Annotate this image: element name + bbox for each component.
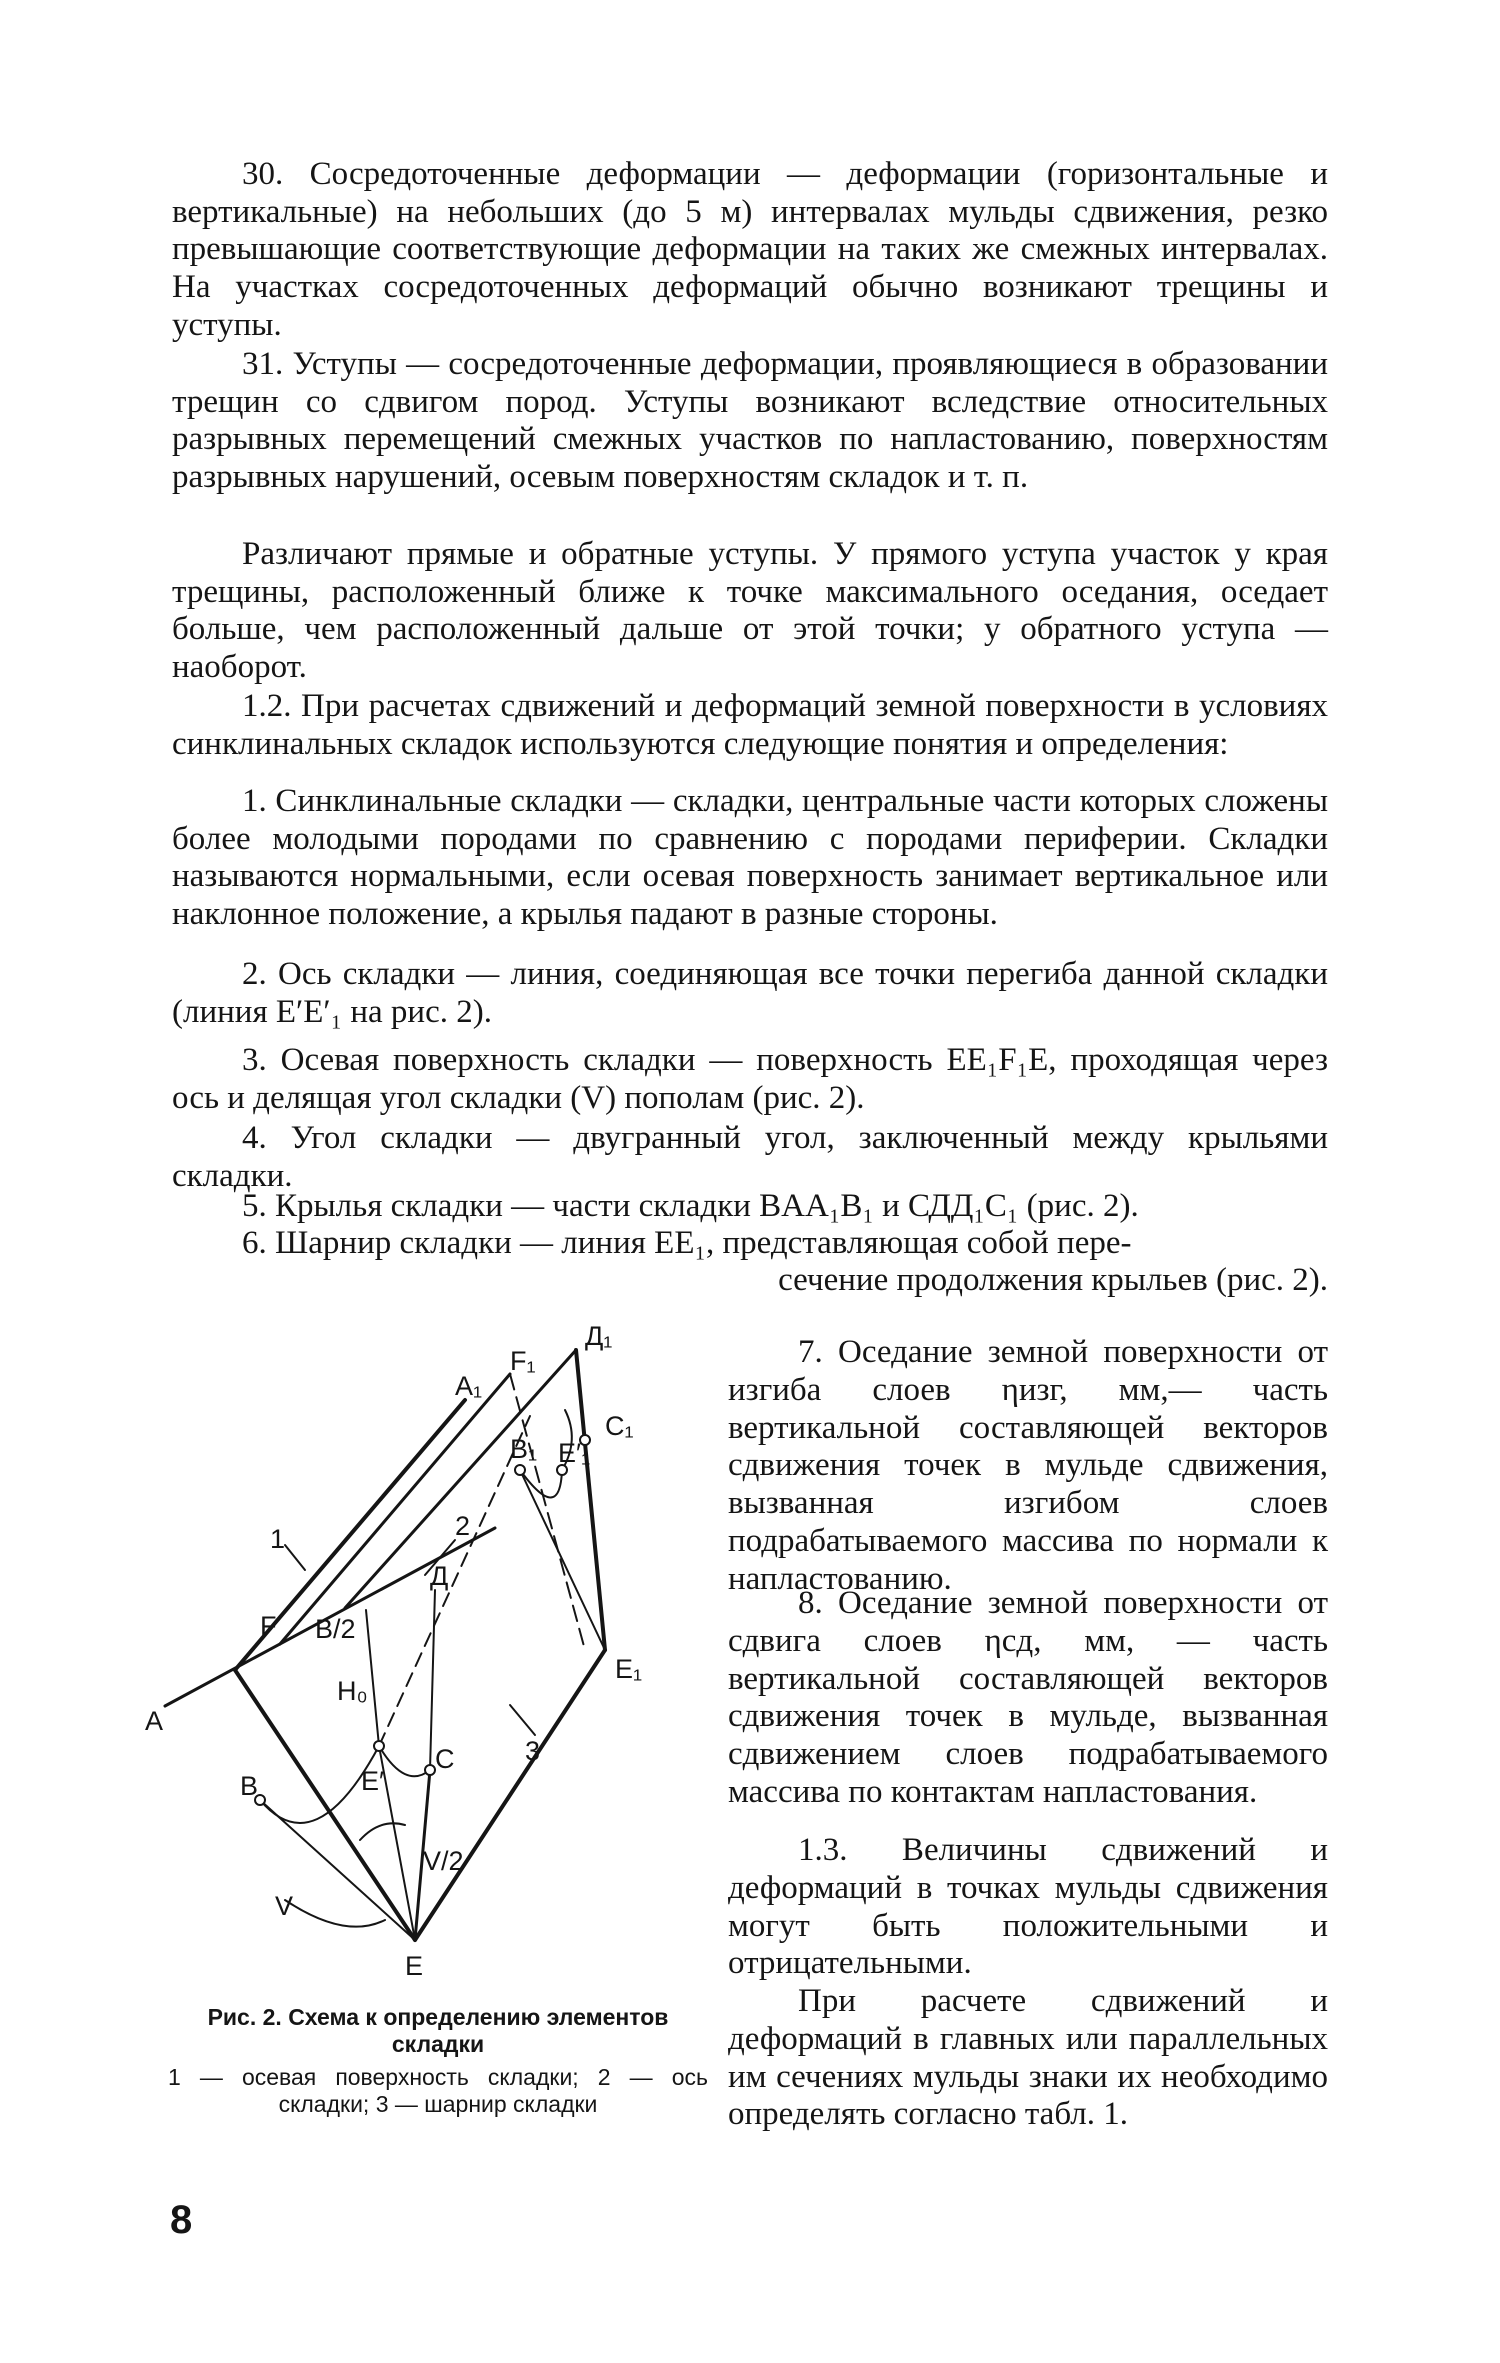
- label-v: V: [275, 1891, 294, 1921]
- label-d1: Д₁: [585, 1321, 613, 1351]
- definition-5: 5. Крылья складки — части складки BAA₁B₁ и СДД₁C₁ (рис. 2).: [242, 1188, 1139, 1224]
- label-ep1: E′₁: [558, 1438, 591, 1468]
- label-v-half: V/2: [423, 1846, 464, 1876]
- label-3: 3: [525, 1736, 541, 1766]
- angle-arc-v: [285, 1900, 385, 1927]
- label-e: E: [405, 1951, 424, 1981]
- paragraph-signs: При расчете сдвижений и деформаций в главных или параллельных им сечениях мульды знаки их необходимо определять согласно табл. 1.: [728, 1983, 1328, 2133]
- curve-bottom: [260, 1746, 430, 1823]
- paragraph-31: 31. Уступы — сосредоточенные деформации, проявляющиеся в образовании трещин со сдвигом пород. Уступы возникают вследствие относительных разрывных перемещений смежных участков по напластованию, поверхностям разрывных нарушений, осевым поверхностям складок и т. п.: [172, 346, 1328, 496]
- leader-3: [510, 1705, 535, 1735]
- line-ep-half: [366, 1610, 379, 1746]
- label-h0: H₀: [337, 1676, 368, 1706]
- label-ep: E′: [361, 1766, 385, 1796]
- line-f1-e1-dashed: [510, 1374, 585, 1650]
- definition-3: 3. Осевая поверхность складки — поверхность EE₁F₁E, проходящая через ось и делящая угол складки (V) пополам (рис. 2).: [172, 1042, 1328, 1116]
- label-2: 2: [455, 1511, 471, 1541]
- definition-6: 6. Шарнир складки — линия EE₁, представляющая собой пере-: [242, 1225, 1132, 1261]
- line-e-e1: [415, 1650, 605, 1940]
- point-ep: [374, 1741, 384, 1751]
- page-number: 8: [170, 2198, 193, 2242]
- line-ep-ep1-dashed: [379, 1416, 530, 1746]
- label-e1: E₁: [615, 1654, 643, 1684]
- paragraph-30: 30. Сосредоточенные деформации — деформации (горизонтальные и вертикальные) на небольших (до 5 м) интервалах мульды сдвижения, резко превышающие соответствующие деформации на таких же смежных интервалах. На участках сосредоточенных деформаций обычно возникают трещины и уступы.: [172, 156, 1328, 343]
- label-1: 1: [270, 1524, 286, 1554]
- label-d: Д: [430, 1561, 449, 1591]
- figure-caption-title: Рис. 2. Схема к определению элементов складки: [207, 2004, 669, 2057]
- label-a1: A₁: [455, 1371, 483, 1401]
- figure-caption-legend: 1 — осевая поверхность складки; 2 — ось складки; 3 — шарнир складки: [168, 2064, 708, 2117]
- point-c: [425, 1765, 435, 1775]
- label-b1: B₁: [510, 1434, 538, 1464]
- definition-6-cont: сечение продолжения крыльев (рис. 2).: [778, 1262, 1328, 1298]
- fold-diagram: [145, 1320, 725, 2000]
- definition-7: 7. Оседание земной поверхности от изгиба слоев ηизг, мм,— часть вертикальной составляющей векторов сдвижения точек в мульде сдвижения, вызванная изгибом слоев подрабатываемого массива по нормали к напластованию.: [728, 1334, 1328, 1597]
- point-b1: [515, 1465, 525, 1475]
- paragraph-1-2: 1.2. При расчетах сдвижений и деформаций земной поверхности в условиях синклинальных складок используются следующие понятия и определения:: [172, 688, 1328, 762]
- paragraph-1-3: 1.3. Величины сдвижений и деформаций в точках мульды сдвижения могут быть положительными и отрицательными.: [728, 1832, 1328, 1982]
- line-c-d: [430, 1590, 435, 1770]
- definition-2: 2. Ось складки — линия, соединяющая все точки перегиба данной складки (линия E′E′₁ на рис. 2).: [172, 956, 1328, 1030]
- label-c1: C₁: [605, 1411, 634, 1441]
- angle-arc-v2: [360, 1823, 405, 1840]
- paragraph-ustupy: Различают прямые и обратные уступы. У прямого уступа участок у края трещины, расположенный ближе к точке максимального оседания, оседает больше, чем расположенный дальше от этой точки; у обратного уступа — наоборот.: [172, 536, 1328, 686]
- definition-8: 8. Оседание земной поверхности от сдвига слоев ηсд, мм, — часть вертикальной составляющей векторов сдвижения точек в мульде, вызванная сдвижением слоев подрабатываемого массива по контактам напластования.: [728, 1585, 1328, 1810]
- label-f: F: [260, 1611, 277, 1641]
- definition-4: 4. Угол складки — двугранный угол, заключенный между крыльями складки.: [172, 1120, 1328, 1194]
- leader-1: [285, 1545, 305, 1570]
- label-c: C: [435, 1744, 455, 1774]
- line-b1-e1: [520, 1470, 605, 1650]
- label-b: B: [240, 1771, 259, 1801]
- label-b-half: B/2: [315, 1614, 356, 1644]
- line-e1-d1: [576, 1350, 605, 1650]
- label-a: A: [145, 1706, 164, 1736]
- label-f1: F₁: [510, 1346, 536, 1376]
- definition-1: 1. Синклинальные складки — складки, центральные части которых сложены более молодыми породами по сравнению с породами периферии. Складки называются нормальными, если осевая поверхность занимает вертикальное или наклонное положение, а крылья падают в разные стороны.: [172, 783, 1328, 933]
- line-f-f1: [280, 1374, 510, 1644]
